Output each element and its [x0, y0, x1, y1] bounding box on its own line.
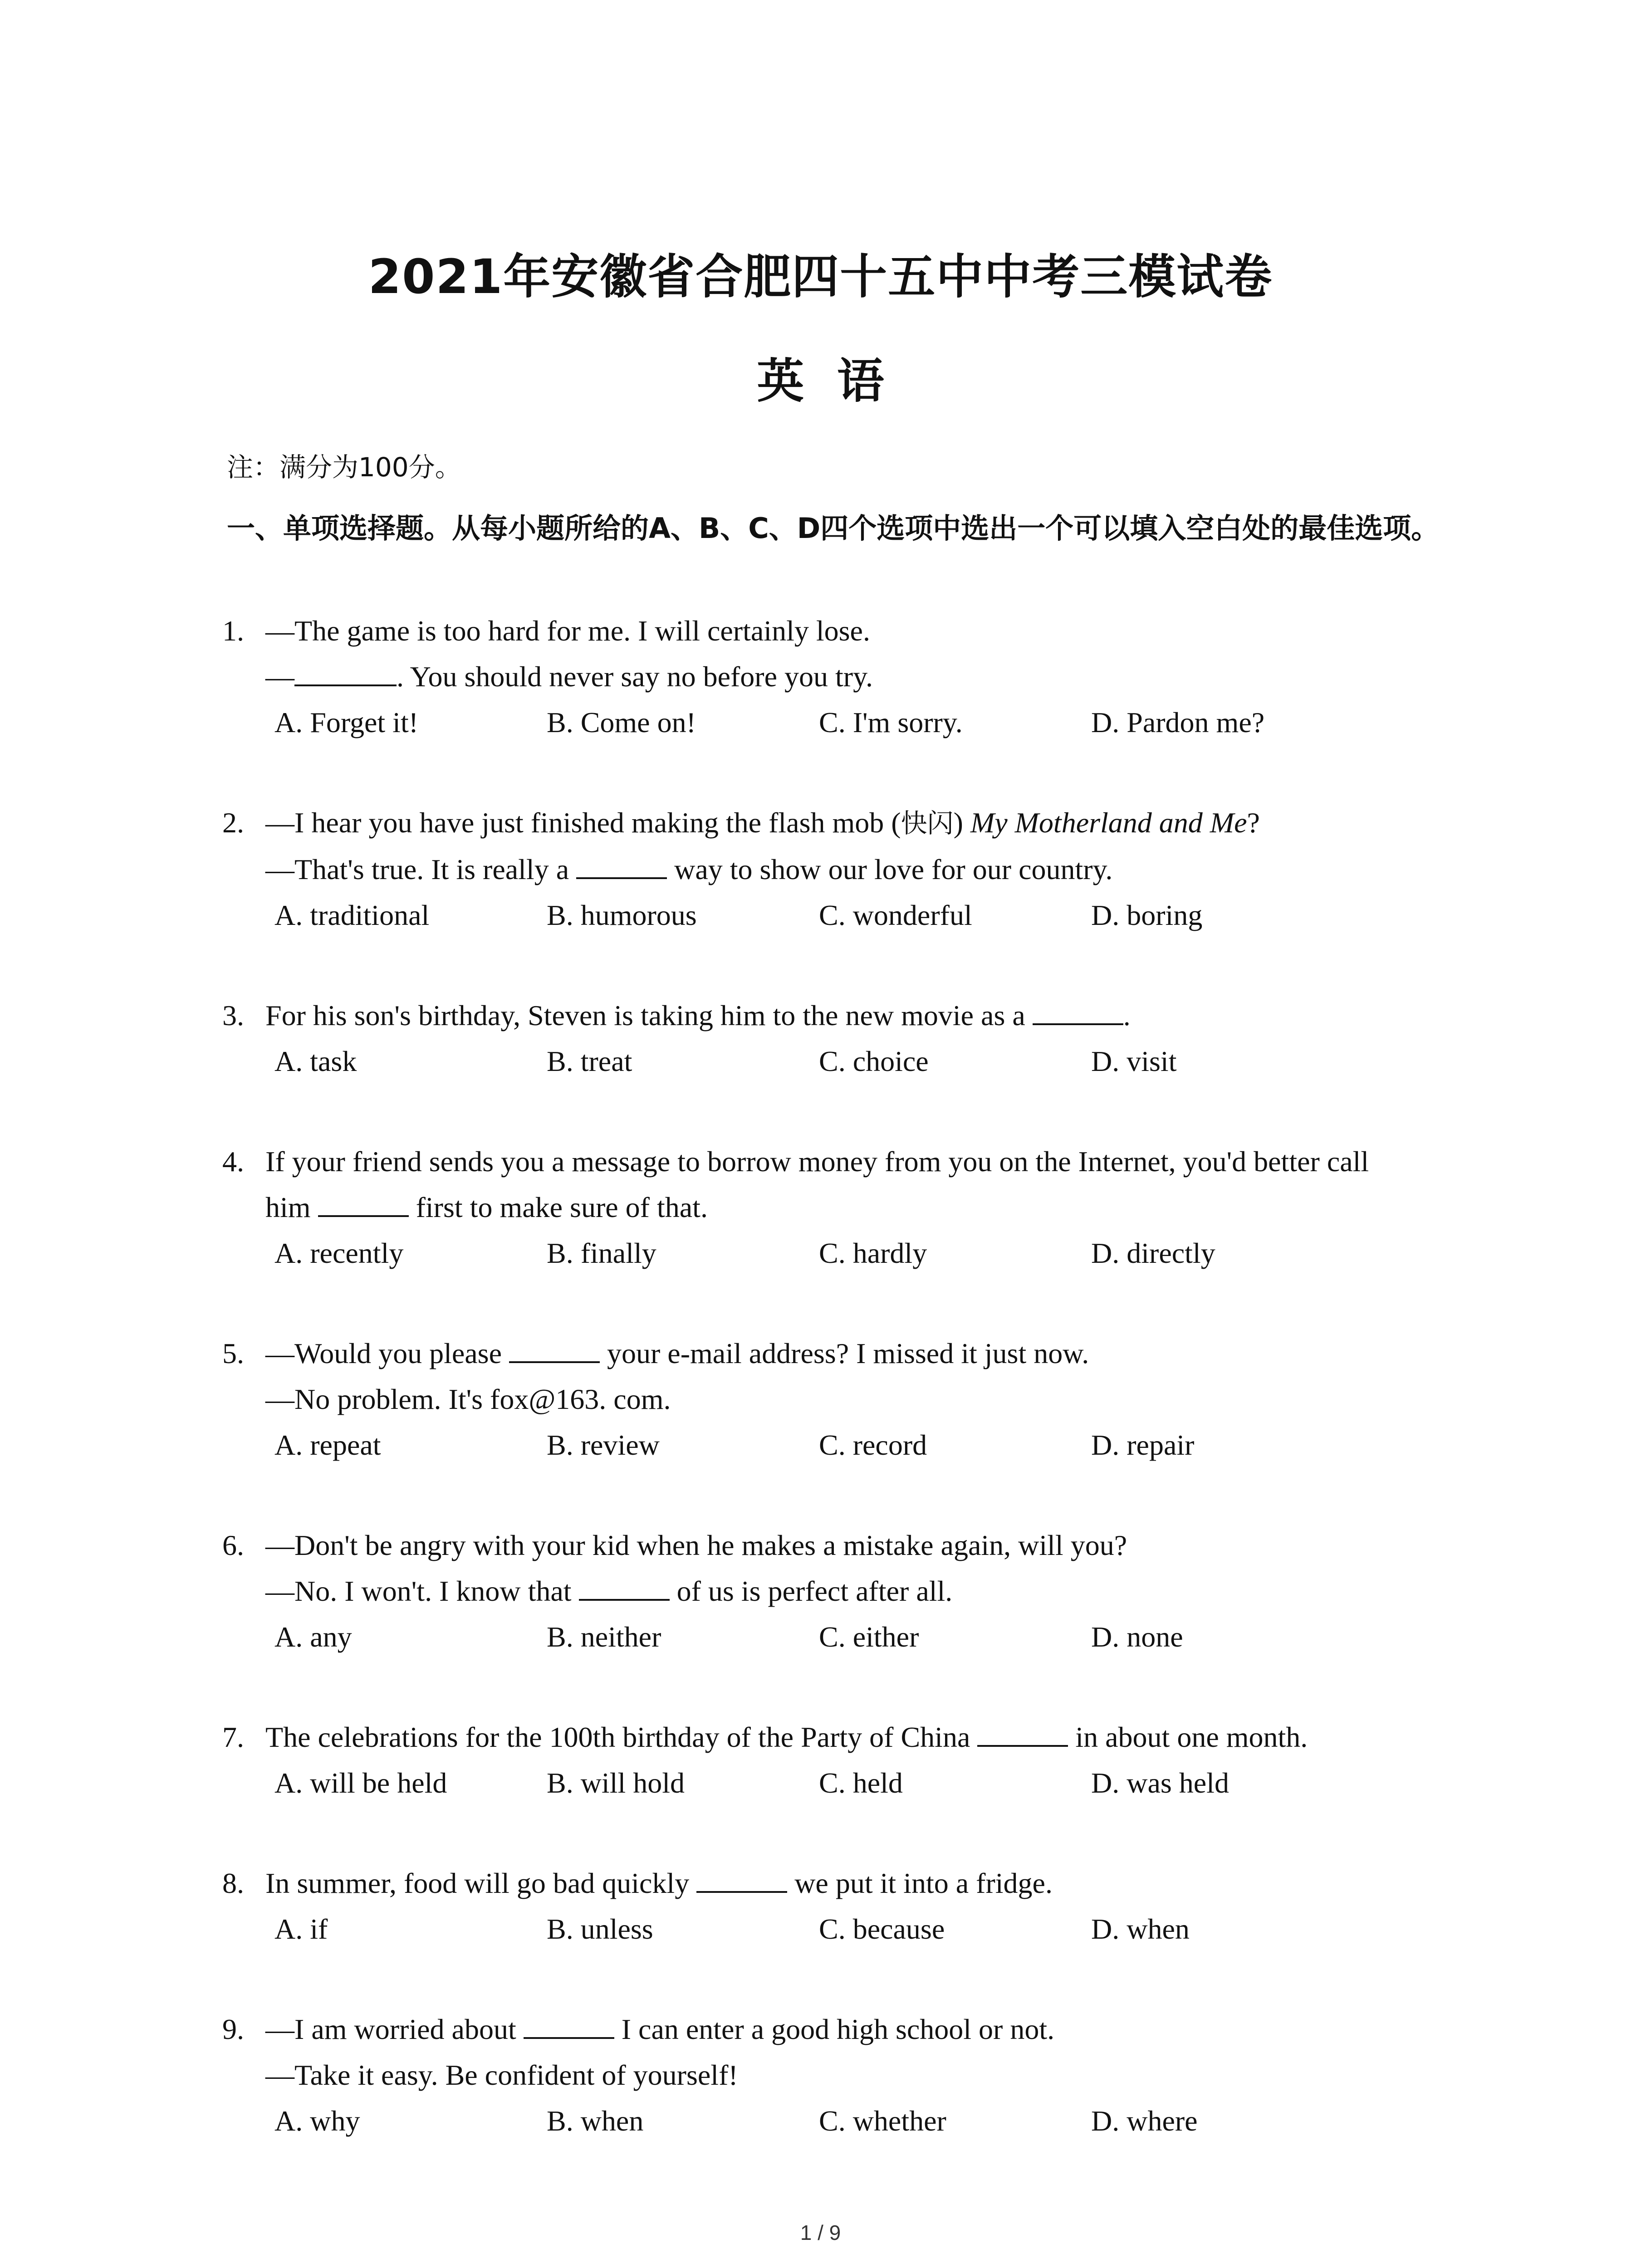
answer-blank[interactable] [576, 850, 667, 879]
question-text: of us is perfect after all. [669, 1575, 953, 1607]
question-line [222, 1860, 1456, 1906]
option-row [222, 1422, 1456, 1468]
question-text: —No. I won't. I know that [265, 1575, 579, 1607]
option-d[interactable]: D. directly [1091, 1237, 1215, 1269]
question-line [222, 2006, 1456, 2052]
question-5 [222, 1330, 1456, 1468]
option-a[interactable]: A. repeat [274, 1429, 381, 1461]
option-c[interactable]: C. whether [819, 2105, 946, 2137]
option-d[interactable]: D. boring [1091, 899, 1203, 931]
question-text: . You should never say no before you try. [397, 660, 873, 693]
option-a[interactable]: A. any [274, 1621, 352, 1653]
question-number: 9. [222, 2013, 244, 2045]
question-text: ? [1247, 807, 1260, 839]
question-3 [222, 992, 1456, 1084]
option-row [222, 892, 1456, 938]
option-c[interactable]: C. I'm sorry. [819, 706, 963, 738]
question-number: 3. [222, 999, 244, 1031]
question-text: —The game is too hard for me. I will certainly lose. [265, 615, 870, 647]
question-line [222, 1376, 1456, 1422]
option-d[interactable]: D. visit [1091, 1045, 1177, 1077]
question-text: . [1123, 999, 1131, 1031]
answer-blank[interactable] [696, 1864, 787, 1893]
option-b[interactable]: B. humorous [547, 899, 697, 931]
question-line [222, 992, 1456, 1038]
question-line [222, 1184, 1456, 1230]
question-number: 7. [222, 1721, 244, 1753]
question-4 [222, 1139, 1456, 1276]
option-c[interactable]: C. hardly [819, 1237, 927, 1269]
option-d[interactable]: D. none [1091, 1621, 1183, 1653]
option-row [222, 1038, 1456, 1084]
option-a[interactable]: A. traditional [274, 899, 430, 931]
answer-blank[interactable] [318, 1188, 409, 1217]
question-number: 5. [222, 1337, 244, 1369]
question-6 [222, 1522, 1456, 1660]
question-text: For his son's birthday, Steven is taking him to the new movie as a [265, 999, 1033, 1031]
question-text: your e-mail address? I missed it just now. [599, 1337, 1089, 1369]
question-line [222, 1522, 1456, 1568]
question-7 [222, 1714, 1456, 1806]
option-c[interactable]: C. held [819, 1767, 903, 1799]
option-a[interactable]: A. will be held [274, 1767, 447, 1799]
option-row [222, 2098, 1456, 2144]
question-line [222, 1330, 1456, 1376]
option-b[interactable]: B. unless [547, 1913, 653, 1945]
option-b[interactable]: B. review [547, 1429, 660, 1461]
option-row [222, 1906, 1456, 1952]
page-number: 1 / 9 [800, 2221, 841, 2244]
option-a[interactable]: A. if [274, 1913, 328, 1945]
song-title: My Motherland and Me [970, 807, 1247, 839]
option-b[interactable]: B. treat [547, 1045, 632, 1077]
question-text: —Take it easy. Be confident of yourself! [265, 2059, 738, 2091]
question-text: — [265, 660, 294, 693]
option-a[interactable]: A. why [274, 2105, 360, 2137]
question-9 [222, 2006, 1456, 2144]
option-b[interactable]: B. Come on! [547, 706, 696, 738]
question-number: 4. [222, 1145, 244, 1178]
option-d[interactable]: D. was held [1091, 1767, 1229, 1799]
question-line [222, 2052, 1456, 2098]
option-b[interactable]: B. neither [547, 1621, 661, 1653]
question-text: —I am worried about [265, 2013, 524, 2045]
question-number: 1. [222, 615, 244, 647]
option-c[interactable]: C. choice [819, 1045, 929, 1077]
answer-blank[interactable] [977, 1718, 1068, 1747]
question-text: in about one month. [1068, 1721, 1308, 1753]
question-text: —Would you please [265, 1337, 509, 1369]
option-row [222, 1230, 1456, 1276]
answer-blank[interactable] [524, 2010, 614, 2039]
question-line [222, 800, 1456, 846]
option-b[interactable]: B. when [547, 2105, 644, 2137]
question-text: him [265, 1191, 318, 1223]
question-line [222, 1568, 1456, 1614]
answer-blank[interactable] [294, 657, 397, 686]
question-1 [222, 608, 1456, 745]
question-line [222, 846, 1456, 892]
question-text: —No problem. It's fox@163. com. [265, 1383, 671, 1415]
exam-title: 2021年安徽省合肥四十五中中考三模试卷 [368, 249, 1273, 304]
option-row [222, 1614, 1456, 1660]
question-line [222, 654, 1456, 699]
section-heading: 一、单项选择题。从每小题所给的A、B、C、D四个选项中选出一个可以填入空白处的最佳选项。 [227, 512, 1440, 545]
option-d[interactable]: D. where [1091, 2105, 1198, 2137]
option-row [222, 699, 1456, 745]
question-text: —I hear you have just finished making the flash mob ( [265, 807, 901, 839]
option-b[interactable]: B. finally [547, 1237, 656, 1269]
question-text: way to show our love for our country. [667, 853, 1113, 885]
question-number: 6. [222, 1529, 244, 1561]
question-text: If your friend sends you a message to borrow money from you on the Internet, you'd better call [265, 1145, 1369, 1178]
option-d[interactable]: D. Pardon me? [1091, 706, 1265, 738]
question-number: 8. [222, 1867, 244, 1899]
question-line [222, 1714, 1456, 1760]
option-c[interactable]: C. either [819, 1621, 919, 1653]
question-line [222, 608, 1456, 654]
option-c[interactable]: C. record [819, 1429, 927, 1461]
option-row [222, 1760, 1456, 1806]
answer-blank[interactable] [509, 1334, 600, 1363]
option-d[interactable]: D. when [1091, 1913, 1190, 1945]
score-note: 注：满分为100分。 [227, 452, 461, 483]
chinese-gloss: 快闪 [901, 808, 954, 839]
subject-title: 英 语 [757, 353, 884, 409]
question-list [222, 608, 1456, 2198]
option-c[interactable]: C. wonderful [819, 899, 972, 931]
question-text: —Don't be angry with your kid when he makes a mistake again, will you? [265, 1529, 1127, 1561]
option-a[interactable]: A. Forget it! [274, 706, 419, 738]
question-number: 2. [222, 807, 244, 839]
question-line [222, 1139, 1456, 1184]
option-b[interactable]: B. will hold [547, 1767, 685, 1799]
question-text: —That's true. It is really a [265, 853, 577, 885]
option-d[interactable]: D. repair [1091, 1429, 1195, 1461]
question-text: ) [953, 807, 970, 839]
answer-blank[interactable] [579, 1572, 670, 1601]
answer-blank[interactable] [1033, 996, 1123, 1025]
question-text: In summer, food will go bad quickly [265, 1867, 697, 1899]
option-a[interactable]: A. task [274, 1045, 357, 1077]
question-text: The celebrations for the 100th birthday of the Party of China [265, 1721, 978, 1753]
option-c[interactable]: C. because [819, 1913, 945, 1945]
question-8 [222, 1860, 1456, 1952]
question-text: we put it into a fridge. [787, 1867, 1053, 1899]
question-text: first to make sure of that. [408, 1191, 708, 1223]
question-text: I can enter a good high school or not. [614, 2013, 1055, 2045]
option-a[interactable]: A. recently [274, 1237, 404, 1269]
question-2 [222, 800, 1456, 938]
